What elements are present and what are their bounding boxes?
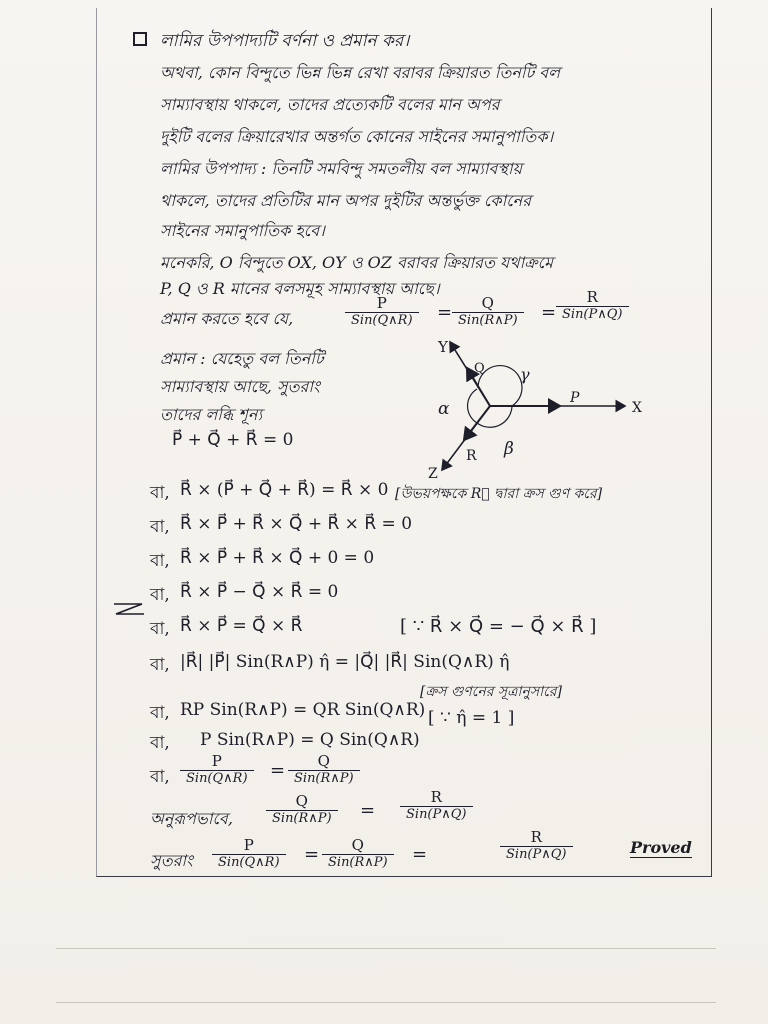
- conclusion-q-den: Sin(R∧P): [322, 854, 394, 870]
- conclusion-label: সুতরাং: [150, 851, 193, 870]
- step-9-left-ratio: [180, 752, 254, 786]
- similarly-left-num: Q: [295, 792, 308, 810]
- equals-sign: =: [270, 760, 286, 781]
- step-9-left-den: Sin(Q∧R): [180, 770, 254, 786]
- statement-line-3: দুইটি বলের ক্রিয়ারেখার অন্তর্গত কোনের সাইনের সমানুপাতিক।: [160, 127, 554, 146]
- similarly-label: অনুরূপভাবে,: [150, 809, 233, 828]
- similarly-left-den: Sin(R∧P): [266, 810, 338, 826]
- assume-line-2: P, Q ও R মানের বলসমূহ সাম্যাবস্থায় আছে।: [160, 279, 440, 298]
- ratio-p-den: Sin(Q∧R): [345, 312, 419, 328]
- conclusion-ratio-p: [212, 836, 286, 870]
- force-diagram: [420, 332, 650, 482]
- step-3-expr: R⃗ × P⃗ + R⃗ × Q⃗ + 0 = 0: [180, 548, 375, 568]
- step-2-expr: R⃗ × P⃗ + R⃗ × Q⃗ + R⃗ × R⃗ = 0: [180, 514, 413, 534]
- label-alpha: α: [438, 399, 450, 419]
- step-9-right-num: Q: [317, 752, 330, 770]
- ratio-p-num: P: [376, 294, 387, 312]
- step-5-expr: R⃗ × P⃗ = Q⃗ × R⃗: [180, 616, 303, 636]
- ratio-q-num: Q: [481, 294, 494, 312]
- conclusion-p-num: P: [243, 836, 254, 854]
- bleed-through-line: [56, 948, 716, 949]
- step-7-prefix: বা,: [150, 703, 170, 723]
- ratio-r: [556, 288, 629, 322]
- similarly-right-num: R: [430, 788, 442, 806]
- conclusion-r-num: R: [530, 828, 542, 846]
- assume-line-1: মনেকরি, O বিন্দুতে OX, OY ও OZ বরাবর ক্রিয়ারত যথাক্রমে: [160, 253, 553, 272]
- step-2-prefix: বা,: [150, 517, 170, 537]
- step-6-prefix: বা,: [150, 655, 170, 675]
- conclusion-r-den: Sin(P∧Q): [500, 846, 573, 862]
- conclusion-q-num: Q: [351, 836, 364, 854]
- statement-line-2: সাম্যাবস্থায় থাকলে, তাদের প্রত্যেকটি বলের মান অপর: [160, 95, 500, 114]
- equals-sign: =: [541, 302, 557, 323]
- label-p: P: [570, 390, 580, 406]
- theorem-line-1: লামির উপপাদ্য : তিনটি সমবিন্দু সমতলীয় বল সাম্যাবস্থায়: [160, 159, 523, 178]
- theorem-line-3: সাইনের সমানুপাতিক হবে।: [160, 221, 325, 240]
- label-r: R: [466, 448, 477, 464]
- step-9-prefix: বা,: [150, 767, 170, 787]
- equals-sign: =: [412, 844, 428, 865]
- equals-sign: =: [437, 302, 453, 323]
- bleed-through-line: [56, 1002, 716, 1003]
- statement-line-1: অথবা, কোন বিন্দুতে ভিন্ন ভিন্ন রেখা বরাবর ক্রিয়ারত তিনটি বল: [160, 63, 561, 82]
- equals-sign: =: [304, 844, 320, 865]
- step-1-expr: R⃗ × (P⃗ + Q⃗ + R⃗) = R⃗ × 0: [180, 480, 389, 500]
- ratio-p: [345, 294, 419, 328]
- conclusion-ratio-q: [322, 836, 394, 870]
- similarly-left-ratio: [266, 792, 338, 826]
- proved-mark: Proved: [630, 838, 692, 857]
- conclusion-p-den: Sin(Q∧R): [212, 854, 286, 870]
- zero-resultant-equation: P⃗ + Q⃗ + R⃗ = 0: [172, 430, 294, 450]
- proof-intro-line-1: প্রমান : যেহেতু বল তিনটি: [160, 349, 324, 368]
- step-1-note: [উভয়পক্ষকে R⃗ দ্বারা ক্রস গুণ করে]: [395, 486, 603, 502]
- step-5-prefix: বা,: [150, 619, 170, 639]
- question-title: লামির উপপাদ্যটি বর্ণনা ও প্রমান কর।: [160, 31, 410, 51]
- step-8-note: [ ∵ η̂ = 1 ]: [428, 708, 515, 728]
- to-prove-label: প্রমান করতে হবে যে,: [160, 309, 294, 328]
- label-y: Y: [438, 338, 448, 356]
- equals-sign: =: [360, 800, 376, 821]
- label-q: Q: [474, 361, 485, 376]
- ratio-q: [452, 294, 524, 328]
- ratio-r-den: Sin(P∧Q): [556, 306, 629, 322]
- theorem-line-2: থাকলে, তাদের প্রতিটির মান অপর দুইটির অন্তর্ভুক্ত কোনের: [160, 191, 532, 210]
- step-9-right-den: Sin(R∧P): [288, 770, 360, 786]
- ratio-q-den: Sin(R∧P): [452, 312, 524, 328]
- label-beta: β: [504, 439, 514, 459]
- conclusion-ratio-r: [500, 828, 573, 862]
- proof-intro-line-2: সাম্যাবস্থায় আছে, সুতরাং: [160, 377, 320, 396]
- bullet-square-icon: [133, 32, 147, 46]
- step-7-expr: RP Sin(R∧P) = QR Sin(Q∧R): [180, 700, 426, 720]
- similarly-right-ratio: [400, 788, 473, 822]
- label-gamma: γ: [520, 365, 530, 384]
- step-7-note: [ক্রস গুণনের সূত্রানুসারে]: [420, 684, 562, 700]
- angle-alpha-arc: [468, 389, 477, 423]
- proof-intro-line-3: তাদের লব্ধি শূন্য: [160, 405, 263, 424]
- step-3-prefix: বা,: [150, 551, 170, 571]
- step-4-prefix: বা,: [150, 585, 170, 605]
- step-9-right-ratio: [288, 752, 360, 786]
- step-9-left-num: P: [211, 752, 222, 770]
- ratio-r-num: R: [586, 288, 598, 306]
- similarly-right-den: Sin(P∧Q): [400, 806, 473, 822]
- step-4-expr: R⃗ × P⃗ − Q⃗ × R⃗ = 0: [180, 582, 339, 602]
- label-z: Z: [428, 466, 438, 482]
- step-5-note: [ ∵ R⃗ × Q⃗ = − Q⃗ × R⃗ ]: [400, 616, 597, 637]
- label-x: X: [632, 400, 642, 416]
- step-8-prefix: বা,: [150, 733, 170, 753]
- zigzag-mark-icon: [112, 600, 146, 622]
- step-6-expr: |R⃗| |P⃗| Sin(R∧P) η̂ = |Q⃗| |R⃗| Sin(Q∧R) η̂: [180, 652, 510, 672]
- step-8-expr: P Sin(R∧P) = Q Sin(Q∧R): [200, 730, 420, 750]
- step-1-prefix: বা,: [150, 483, 170, 503]
